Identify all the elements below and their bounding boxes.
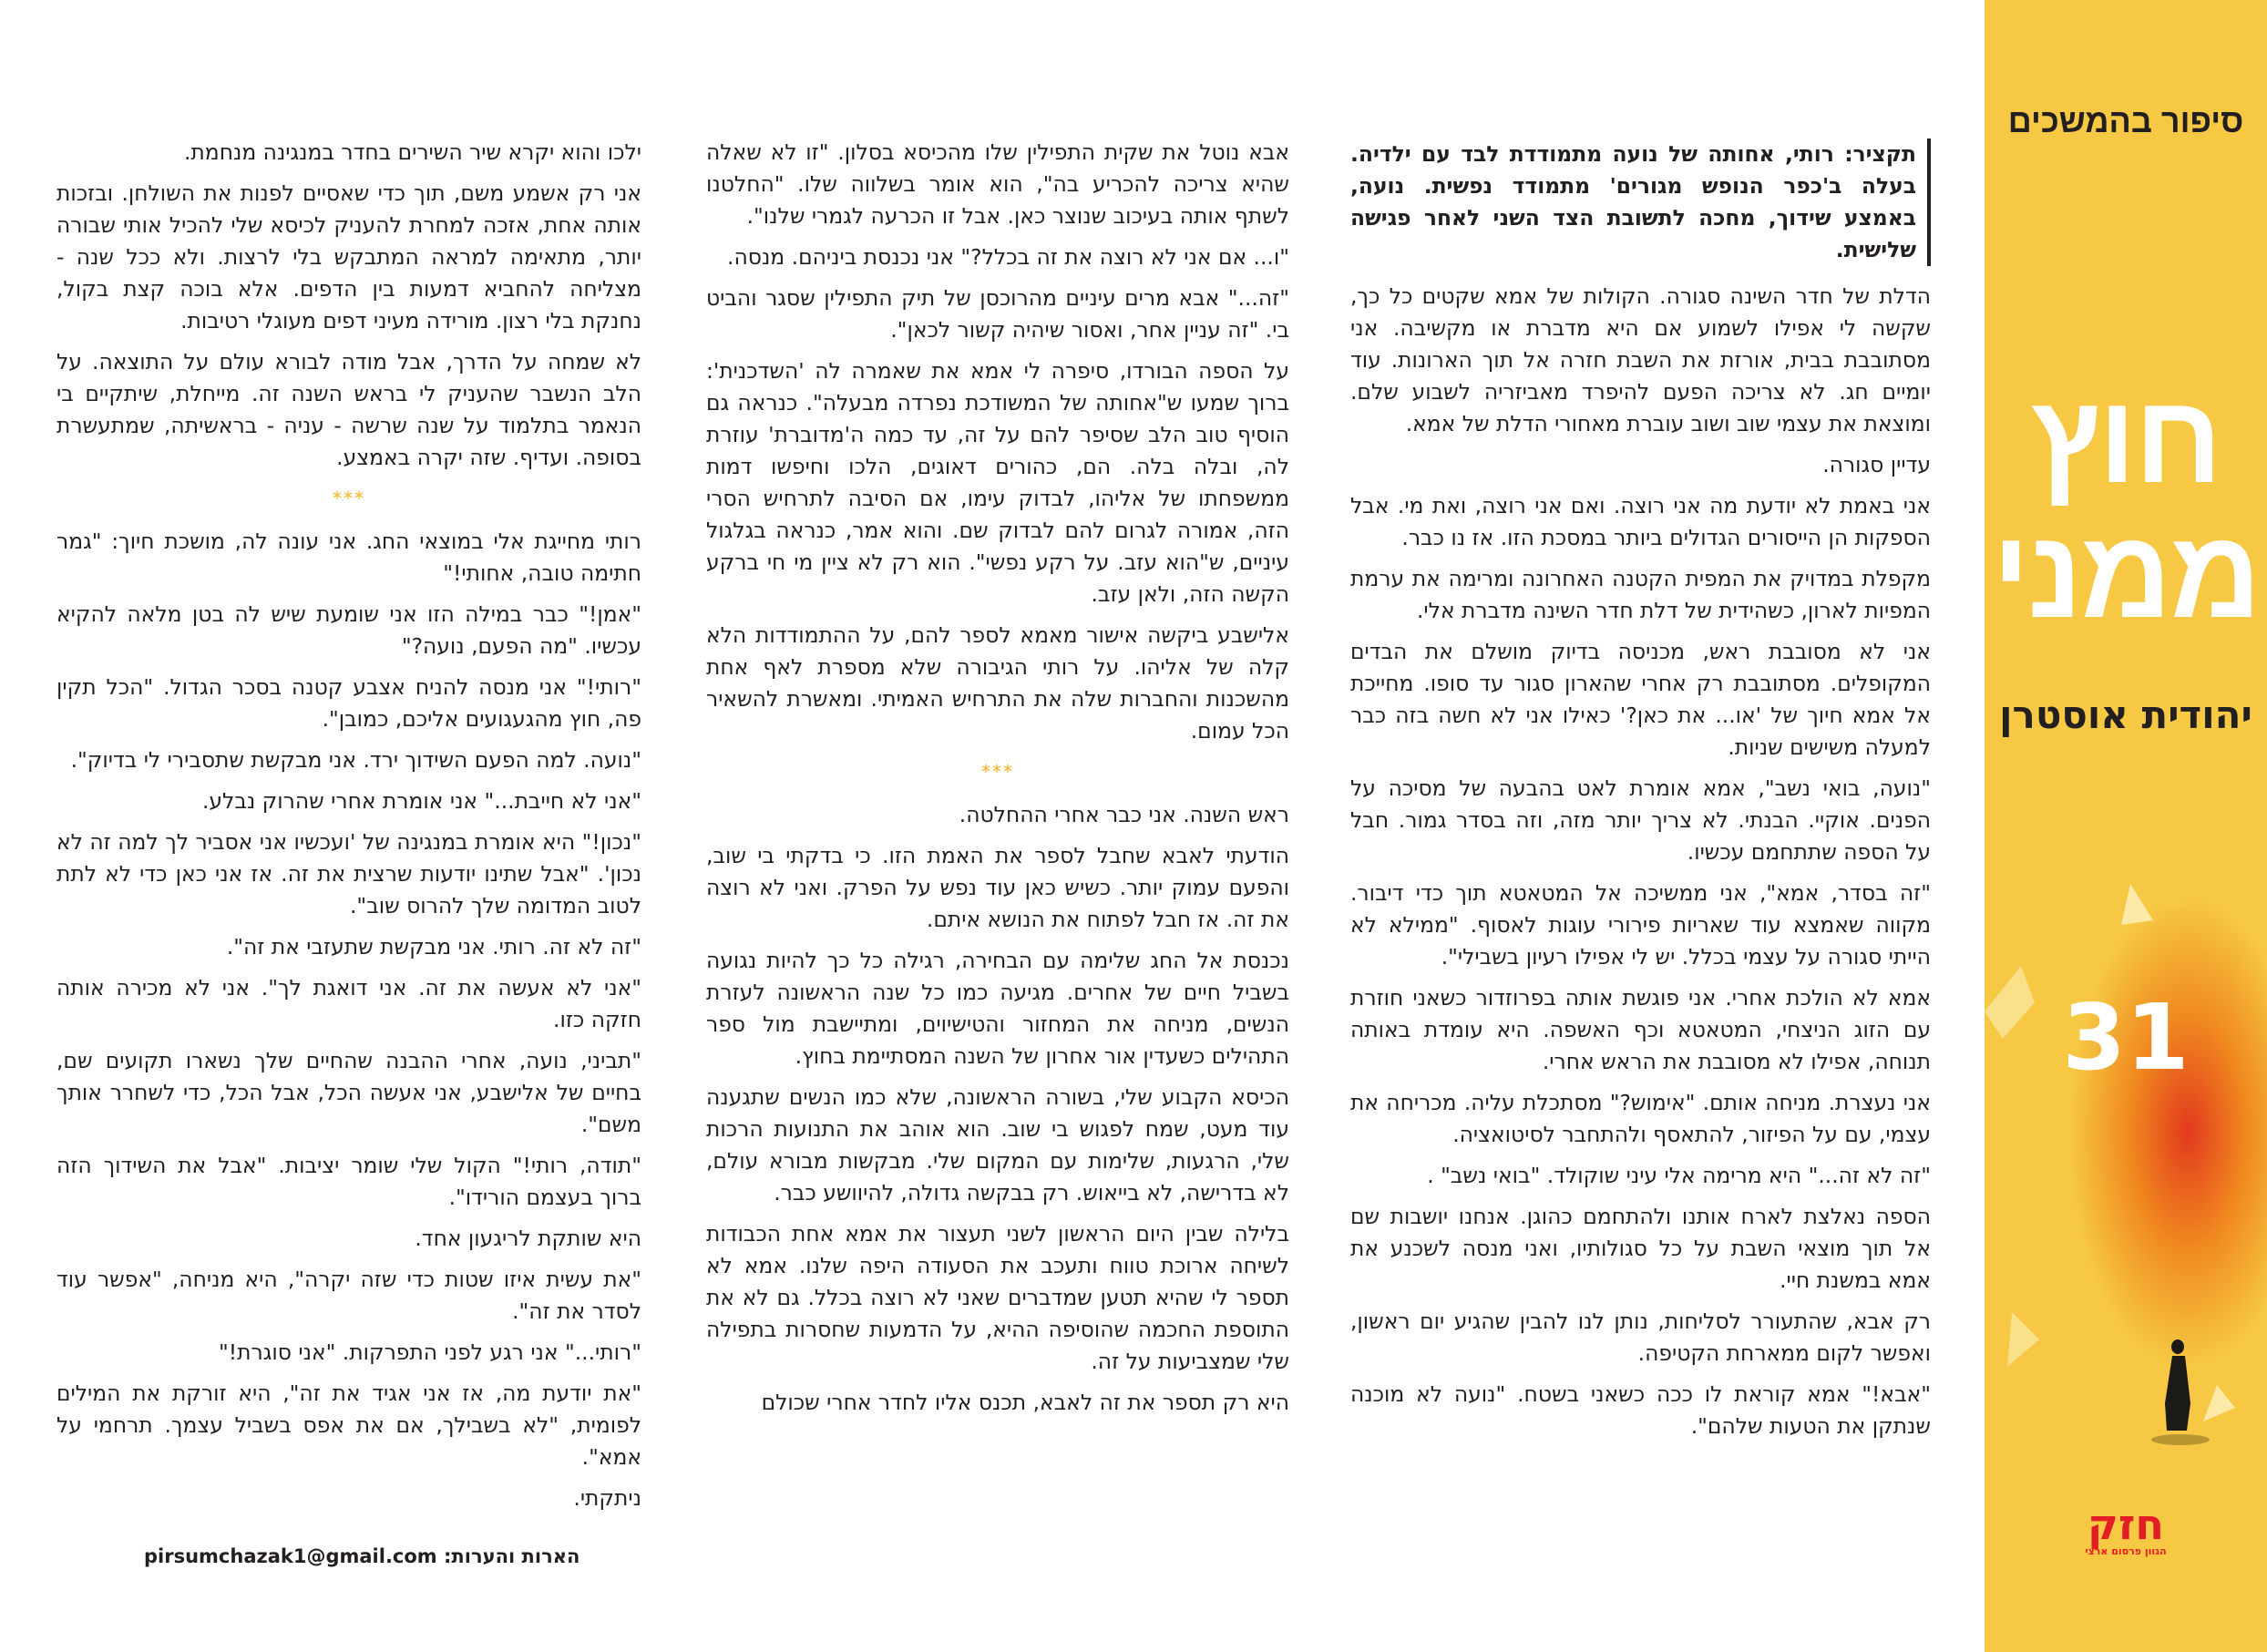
paragraph: "אבא!" אמא קוראת לו ככה כשאני בשטח. "נועה לא מוכנה שנתקן את הטעות שלהם". bbox=[1350, 1381, 1931, 1439]
paragraph: הודעתי לאבא שחבל לספר את האמת הזו. כי בדקתי בי שוב, והפעם עמוק יותר. כשיש כאן עוד נפש על הפרק. ואני לא רוצה את זה. אז חבל לפתוח את הנושא איתם. bbox=[706, 843, 1289, 932]
story-title-line1: חוץ bbox=[2030, 369, 2221, 509]
paragraph: נכנסת אל החג שלימה עם הבחירה, רגילה כל כך להיות נגועה בשביל חיים של אחרים. מגיעה כמו כל שנה הראשונה לעזרת הנשים, מניחה את המחזור והטישיוים, ומתיישבת מול ספר התהילים כשעדין אור אחרון של השנה המסתיימת בחוץ. bbox=[706, 948, 1289, 1069]
paragraph: "נועה. למה הפעם השידוך ירד. אני מבקשת שתסבירי לי בדיוק". bbox=[70, 747, 641, 773]
feedback-email[interactable]: pirsumchazak1@gmail.com bbox=[144, 1545, 437, 1567]
paragraph: מקפלת במדויק את המפית הקטנה האחרונה ומרימה את ערמת המפיות לארון, כשהידית של דלת חדר השינה מדברת אלי. bbox=[1350, 566, 1931, 623]
series-label: סיפור בהמשכים bbox=[2007, 102, 2244, 139]
logo-text: חזק bbox=[2087, 1500, 2164, 1549]
paragraph: "זה בסדר, אמא", אני ממשיכה אל המטאטא תוך כדי דיבור. מקווה שאמצא עוד שאריות פירורי עוגות לאסוף. "ממילא לא הייתי סגורה על עצמי בכלל. יש לי אפילו רעיון בשבילי". bbox=[1350, 880, 1931, 970]
paragraph: "זה לא זה..." היא מרימה אלי עיני שוקולד. "בואי נשב" . bbox=[1427, 1163, 1931, 1188]
paragraph: הדלת של חדר השינה סגורה. הקולות של אמא שקטים כל כך, שקשה לי אפילו לשמוע אם היא מדברת או מקשיבה. אני מסתובבת בבית, אורזת את השבת חזרה אל תוך הארונות. עוד יומיים חג. לא צריכה הפעם להיפרד מאביזריה לשבוע שלם. ומוצאת את עצמי שוב ושוב עוברת מאחורי הדלת של אמא. bbox=[1350, 283, 1931, 436]
summary-text: רותי, אחותה של נועה מתמודדת לבד עם ילדיה. בעלה ב'כפר הנופש מגורים' מתמודד נפשית. נועה, באמצע שידוך, מחכה לתשובת הצד השני לאחר פגישה שלישית. bbox=[1350, 141, 1916, 262]
paragraph: עדיין סגורה. bbox=[1822, 452, 1931, 477]
paragraph: "את עשית איזו שטות כדי שזה יקרה", היא מניחה, "אפשר עוד לסדר את זה". bbox=[56, 1267, 641, 1324]
paragraph: על הספה הבורדו, סיפרה לי אמא את שאמרה לה 'השדכנית': ברוך שמעו ש"אחותה של המשודכת נפרדה מבעלה". כנראה גם הוסיף טוב הלב שסיפר להם על זה, עד כמה ה'מדוברת' עוזרת לה, ובלה בלה. הם, כהורים דאוגים, הלכו וחיפשו דמות ממשפחתו של אליהו, לבדוק עימו, אם הסיבה לתרחיש הסרי הזה, אמורה לגרום להם לבדוק שם. והוא אמר, כנראה בגלגול עיניים, ש"הוא עזב. על רקע נפשי". הוא רק לא ציין מי חי ברקע הקשה הזה, ולאן עזב. bbox=[706, 358, 1289, 607]
paragraph: "זה..." אבא מרים עיניים מהרוכסן של תיק התפילין שסגר והביט בי. "זה עניין אחר, ואסור שיהיה קשור לכאן". bbox=[706, 285, 1289, 343]
paragraph: לא שמחה על הדרך, אבל מודה לבורא עולם על התוצאה. על הלב הנשבר שהעניק לי בראש השנה זה. מייחלת, שיתקיים בי הנאמר בתלמוד על שנה שרשה - עניה - בראשיתה, שמתעשרת בסופה. ועדיף. שזה יקרה באמצע. bbox=[56, 349, 641, 470]
paragraph: אני נעצרת. מניחה אותם. "אימוש?" מסתכלת עליה. מכריחה את עצמי, עם על הפיזור, להתאסף ולהתחבר לסיטואציה. bbox=[1350, 1090, 1931, 1147]
story-title-line2: ממני bbox=[1992, 504, 2260, 644]
paragraph: בלילה שבין היום הראשון לשני תעצור את אמא אחת הכבודות לשיחה ארוכת טווח ותעכב את הסעודה היפה שלנו. אמא לא תספר לי שהיא תטען שמדברים שאני לא רוצה בכלל. גם לא את התוספת החכמה שהוסיפה ההיא, על הדמעות שחסרות בתפילה שלי שמצביעות על זה. bbox=[706, 1221, 1289, 1374]
paragraph: ילכו והוא יקרא שיר השירים בחדר במנגינה מנחמת. bbox=[184, 139, 641, 165]
text-column-1 bbox=[1350, 139, 1931, 1452]
paragraph: הכיסא הקבוע שלי, בשורה הראשונה, שלא כמו הנשים שתגענה עוד מעט, שמח לפגוש בי שוב. הוא אוהב את התנועות הרכות שלי, הרגעות, שלימות עם המקום שלי. מבקשות מבורא עולם, לא בדרישה, לא בייאוש. רק בבקשה גדולה, להיוושע כבר. bbox=[706, 1084, 1289, 1206]
paragraph: היא שותקת לריגעון אחד. bbox=[415, 1226, 641, 1251]
paragraph: "תביני, נועה, אחרי ההבנה שהחיים שלך נשארו תקועים שם, בחיים של אלישבע, אני אעשה הכל, אבל הכל, כדי לשחרר אותך משם". bbox=[56, 1048, 641, 1137]
summary-box bbox=[1350, 139, 1931, 266]
paragraph: "תודה, רותי!" הקול שלי שומר יציבות. "אבל את השידוך הזה ברוך בעצמם הורידו". bbox=[56, 1153, 641, 1210]
section-divider: *** bbox=[333, 487, 365, 509]
paragraph: "אני לא חייבת..." אני אומרת אחרי שהרוק נבלע. bbox=[201, 788, 641, 814]
section-divider: *** bbox=[981, 761, 1014, 783]
paragraph: אלישבע ביקשה אישור מאמא לספר להם, על ההתמודדות הלא קלה של אליהו. על רותי הגיבורה שלא מספרת לאף אחת מהשכנות והחברות שלה את התרחיש האמיתי. ומאשרת להשאיר הכל עמום. bbox=[706, 622, 1289, 744]
logo-subtext: הגוון פרסום ארצי bbox=[2085, 1545, 2167, 1557]
feedback-footer bbox=[144, 1545, 580, 1567]
feedback-label: הארות והערות: bbox=[444, 1545, 580, 1567]
paragraph: אמא לא הולכת אחרי. אני פוגשת אותה בפרוזדור כשאני חוזרת עם הזוג הניצחי, המטאטא וכף האשפה. היא עומדת באותה תנוחה, אפילו לא מסובבת את הראש אחרי. bbox=[1350, 985, 1931, 1074]
publisher-logo bbox=[1985, 1500, 2267, 1557]
paragraph: "זה לא זה. רותי. אני מבקשת שתעזבי את זה". bbox=[226, 934, 641, 959]
paragraph: "אני לא אעשה את זה. אני דואגת לך". אני לא מכירה אותה חזקה כזו. bbox=[56, 975, 641, 1032]
paragraph: "נכון!" היא אומרת במנגינה של 'ועכשיו אני אסביר לך למה זה לא נכון'. "אבל שתינו יודעות שרצית את זה. אז אני כאן כדי לא לתת לטוב המדומה שלך להרוס שוב". bbox=[56, 829, 641, 918]
paragraph: ניתקתי. bbox=[573, 1485, 641, 1511]
paragraph: אני באמת לא יודעת מה אני רוצה. ואם אני רוצה, ואת מי. אבל הספקות הן הייסורים הגדולים ביותר במסכת הזו. אז נו כבר. bbox=[1350, 493, 1931, 550]
paragraph: "רותי!" אני מנסה להניח אצבע קטנה בסכר הגדול. "הכל תקין פה, חוץ מהגעגועים אליכם, כמובן". bbox=[56, 674, 641, 732]
paragraph: אבא נוטל את שקית התפילין שלו מהכיסא בסלון. "זו לא שאלה שהיא צריכה להכריע בה", הוא אומר בשלווה שלו. "החלטנו לשתף אותה בעיכוב שנוצר כאן. אבל זו הכרעה לגמרי שלנו". bbox=[706, 139, 1289, 229]
paragraph: "אמן!" כבר במילה הזו אני שומעת שיש לה בטן מלאה להקיא עכשיו. "מה הפעם, נועה?" bbox=[56, 601, 641, 659]
author-name: יהודית אוסטרן bbox=[1999, 693, 2252, 737]
torn-paper-illustration bbox=[1985, 0, 2267, 1652]
page-number: 31 bbox=[2062, 984, 2190, 1091]
text-column-3 bbox=[56, 137, 641, 1524]
paragraph: ראש השנה. אני כבר אחרי ההחלטה. bbox=[959, 802, 1289, 827]
cover-sidebar bbox=[1985, 0, 2267, 1652]
paragraph: "את יודעת מה, אז אני אגיד את זה", היא זורקת את המילים לפומית, "לא בשבילך, אם את אפס בשביל עצמך. תרחמי על אמא". bbox=[56, 1380, 641, 1470]
paragraph: אני לא מסובבת ראש, מכניסה בדיוק מושלם את הבדים המקופלים. מסתובבת רק אחרי שהארון סגור עד סופו. מחייכת אל אמא חיוך של 'או... את כאן?' כאילו אני לא חשה בזה כבר למעלה משישים שניות. bbox=[1350, 639, 1931, 760]
paragraph: היא רק תספר את זה לאבא, תכנס אליו לחדר אחרי שכולם bbox=[761, 1390, 1289, 1415]
paragraph: "נועה, בואי נשב", אמא אומרת לאט בהבעה של מסיכה על הפנים. אוקיי. הבנתי. לא צריך יותר מזה, וזה בסדר גמור. חבל על הספה שתתחמם עכשיו. bbox=[1350, 775, 1931, 865]
paragraph: "רותי..." אני רגע לפני התפרקות. "אני סוגרת!" bbox=[219, 1339, 641, 1365]
paragraph: רותי מחייגת אלי במוצאי החג. אני עונה לה, מושכת חיוך: "גמר חתימה טובה, אחותי!" bbox=[56, 528, 641, 586]
paragraph: אני רק אשמע משם, תוך כדי שאסיים לפנות את השולחן. ובזכות אותה אחת, אזכה למחרת להעניק לכיסא שלי להכיל אותי שבורה יותר, מתאימה למראה המתבקש בלי לרצות. ולא ככל שנה - מצליחה להחביא דמעות בין הדפים. אלא בוכה קצת בקול, נחנקת בלי רצון. מורידה מעיני דפים מעוגלי רטיבות. bbox=[56, 180, 641, 333]
paragraph: רק אבא, שהתעורר לסליחות, נותן לנו להבין שהגיע יום ראשון, ואפשר לקום ממארחת הקטיפה. bbox=[1350, 1308, 1931, 1366]
summary-label: תקציר: bbox=[1844, 141, 1916, 167]
paragraph: "ו... אם אני לא רוצה את זה בכלל?" אני נכנסת ביניהם. מנסה. bbox=[727, 244, 1289, 270]
text-column-2 bbox=[706, 137, 1289, 1428]
paragraph: הספה נאלצת לארח אותנו ולהתחמם כהוגן. אנחנו יושבות שם אל תוך מוצאי השבת על כל סגולותיו, ואני מנסה לשכנע את אמא במשנת חיי. bbox=[1350, 1204, 1931, 1293]
